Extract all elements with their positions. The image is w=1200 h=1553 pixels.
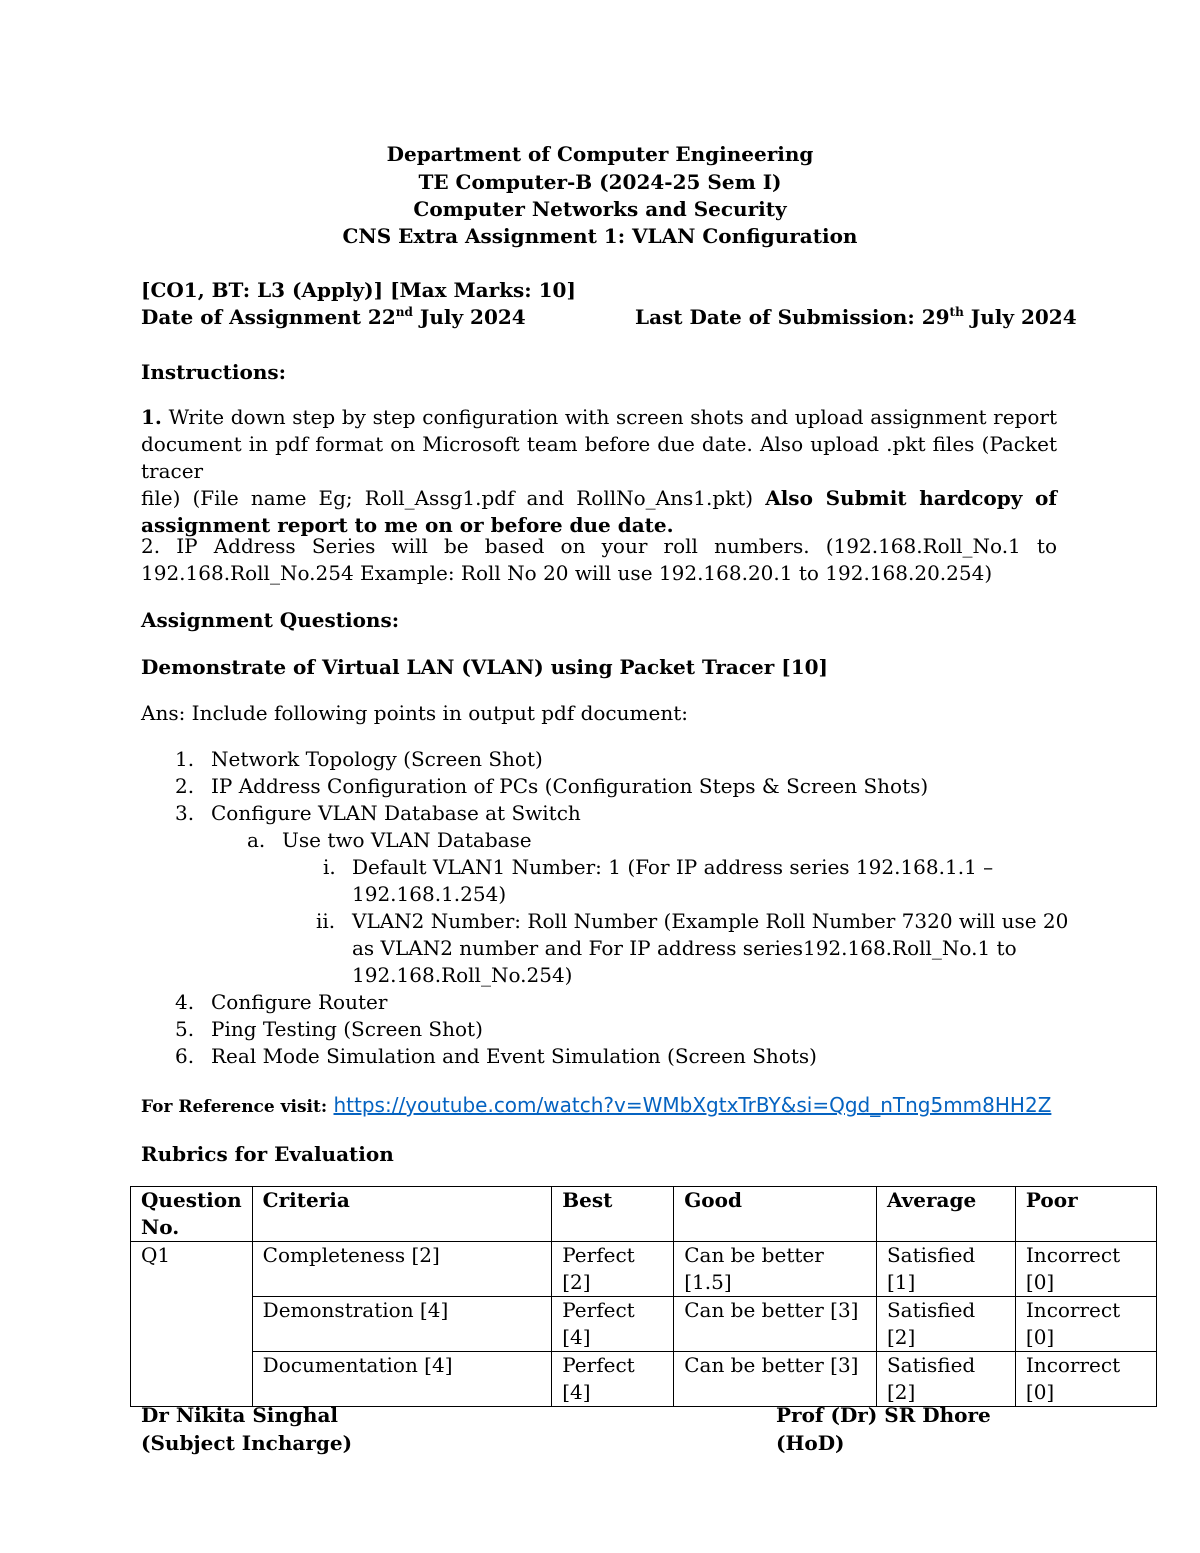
criteria-cell: Documentation [4] [252,1352,552,1407]
co-bt-marks: [CO1, BT: L3 (Apply)] [Max Marks: 10] [141,278,576,302]
signature-right-name: Prof (Dr) SR Dhore [776,1403,991,1427]
subsubpoint-text: 192.168.Roll_No.254) [352,963,573,987]
assignment-title: CNS Extra Assignment 1: VLAN Configuration [342,224,858,248]
point-text: Real Mode Simulation and Event Simulation (Screen Shots) [211,1044,817,1068]
criteria-cell: Completeness [2] [252,1242,552,1297]
subsubpoint-text: Default VLAN1 Number: 1 (For IP address series 192.168.1.1 – [352,855,994,879]
questions-heading: Assignment Questions: [141,608,400,632]
instruction-item-1: 1. Write down step by step configuration with screen shots and upload assignment report document in pdf format on Microsoft team before due date. Also upload .pkt files (Packet tracer file) (File name Eg; Roll_Assg1.pdf and RollNo_Ans1.pkt) Also Submit hardcopy of assignment report to me on or before due date. [141,405,1058,537]
good-cell: Can be better [3] [674,1352,877,1407]
department-title: Department of Computer Engineering [386,142,814,166]
good-cell: Can be better [1.5] [674,1242,877,1297]
subsubpoint-number: i. [323,855,336,879]
average-cell: Satisfied [1] [876,1242,1015,1297]
header-best: Best [552,1187,674,1242]
class-title: TE Computer-B (2024-25 Sem I) [418,170,782,194]
point-number: 4. [175,990,195,1014]
poor-cell: Incorrect [0] [1015,1352,1156,1407]
reference-line [141,1093,1051,1117]
last-date-submission: Last Date of Submission: 29th July 2024 [635,305,1077,329]
point-text: Ping Testing (Screen Shot) [211,1017,483,1041]
header-average: Average [876,1187,1015,1242]
rubrics-heading: Rubrics for Evaluation [141,1142,394,1166]
point-number: 1. [175,747,195,771]
table-row [131,1297,1157,1352]
date-of-assignment: Date of Assignment 22nd July 2024 [141,305,526,329]
point-text: Configure VLAN Database at Switch [211,801,581,825]
best-cell: Perfect [4] [552,1297,674,1352]
reference-label: For Reference visit: [141,1097,328,1117]
point-number: 6. [175,1044,195,1068]
point-number: 2. [175,774,195,798]
table-row [131,1242,1157,1297]
question-title: Demonstrate of Virtual LAN (VLAN) using Packet Tracer [10] [141,655,829,679]
best-cell: Perfect [4] [552,1352,674,1407]
point-number: 3. [175,801,195,825]
subsubpoint-text: VLAN2 Number: Roll Number (Example Roll Number 7320 will use 20 [352,909,1069,933]
header-question-no: Question No. [131,1187,253,1242]
table-header-row [131,1187,1157,1242]
subsubpoint-number: ii. [316,909,336,933]
instruction-item-2: 2. IP Address Series will be based on your roll numbers. (192.168.Roll_No.1 to 192.168.Roll_No.254 Example: Roll No 20 will use 192.168.20.1 to 192.168.20.254) [141,534,1057,585]
header-criteria: Criteria [252,1187,552,1242]
point-text: IP Address Configuration of PCs (Configuration Steps & Screen Shots) [211,774,929,798]
question-cell-empty [131,1352,253,1407]
poor-cell: Incorrect [0] [1015,1297,1156,1352]
ans-intro: Ans: Include following points in output pdf document: [141,701,688,725]
point-text: Network Topology (Screen Shot) [211,747,543,771]
question-cell-empty [131,1297,253,1352]
header-good: Good [674,1187,877,1242]
reference-link[interactable]: https://youtube.com/watch?v=WMbXgtxTrBY&si=Qgd_nTng5mm8HH2Z [333,1093,1052,1117]
subsubpoint-text: as VLAN2 number and For IP address series192.168.Roll_No.1 to [352,936,1017,960]
rubrics-table [130,1186,1157,1407]
table-row [131,1352,1157,1407]
good-cell: Can be better [3] [674,1297,877,1352]
subsubpoint-text: 192.168.1.254) [352,882,507,906]
point-text: Configure Router [211,990,388,1014]
signature-left-role: (Subject Incharge) [141,1431,353,1455]
subject-title: Computer Networks and Security [413,197,787,221]
header-poor: Poor [1015,1187,1156,1242]
poor-cell: Incorrect [0] [1015,1242,1156,1297]
best-cell: Perfect [2] [552,1242,674,1297]
average-cell: Satisfied [2] [876,1352,1015,1407]
signature-right-role: (HoD) [776,1431,845,1455]
subpoint-number: a. [247,828,266,852]
signature-left-name: Dr Nikita Singhal [141,1403,339,1427]
average-cell: Satisfied [2] [876,1297,1015,1352]
question-cell: Q1 [131,1242,253,1297]
criteria-cell: Demonstration [4] [252,1297,552,1352]
subpoint-text: Use two VLAN Database [282,828,532,852]
instructions-heading: Instructions: [141,360,287,384]
point-number: 5. [175,1017,195,1041]
